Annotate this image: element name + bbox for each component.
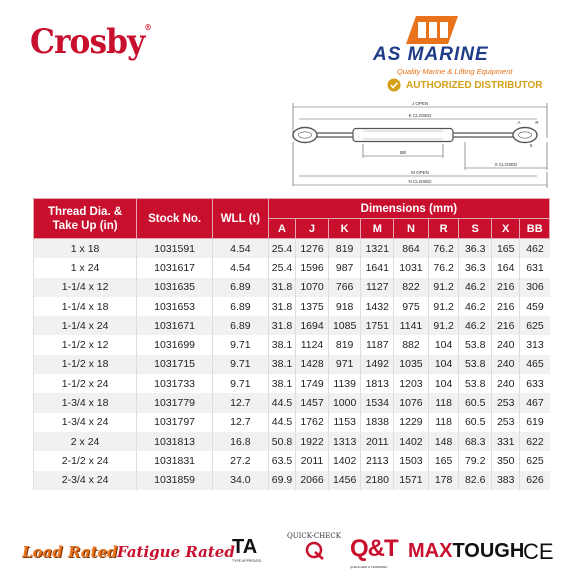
header-stock-no: Stock No. <box>137 199 213 239</box>
table-cell: 6.89 <box>213 316 269 335</box>
table-cell: 313 <box>520 335 550 354</box>
table-cell: 465 <box>520 355 550 374</box>
table-cell: 31.8 <box>268 316 295 335</box>
table-cell: 987 <box>328 258 361 277</box>
table-cell: 178 <box>428 471 459 490</box>
table-cell: 1035 <box>394 355 429 374</box>
table-cell: 1-3/4 x 18 <box>34 393 137 412</box>
table-cell: 1-1/2 x 18 <box>34 355 137 374</box>
table-cell: 118 <box>428 393 459 412</box>
table-cell: 27.2 <box>213 451 269 470</box>
table-cell: 36.3 <box>459 239 492 259</box>
table-cell: 1031813 <box>137 432 213 451</box>
table-cell: 1031617 <box>137 258 213 277</box>
table-cell: 1596 <box>296 258 329 277</box>
table-cell: 1031859 <box>137 471 213 490</box>
table-cell: 1432 <box>361 297 394 316</box>
table-cell: 46.2 <box>459 297 492 316</box>
table-cell: 1076 <box>394 393 429 412</box>
qt-subtext: QUENCHED & TEMPERED <box>350 565 388 569</box>
table-cell: 60.5 <box>459 393 492 412</box>
table-cell: 63.5 <box>268 451 295 470</box>
table-cell: 34.0 <box>213 471 269 490</box>
table-cell: 1139 <box>328 374 361 393</box>
table-cell: 625 <box>520 316 550 335</box>
table-cell: 1456 <box>328 471 361 490</box>
table-row <box>34 239 550 259</box>
table-cell: 1-1/2 x 12 <box>34 335 137 354</box>
header-thread: Thread Dia. & Take Up (in) <box>34 199 137 239</box>
table-row <box>34 297 550 316</box>
table-row <box>34 413 550 432</box>
table-cell: 4.54 <box>213 258 269 277</box>
table-cell: 383 <box>492 471 520 490</box>
table-cell: 918 <box>328 297 361 316</box>
table-cell: 1 x 24 <box>34 258 137 277</box>
table-cell: 104 <box>428 374 459 393</box>
table-cell: 1 x 18 <box>34 239 137 259</box>
table-cell: 216 <box>492 278 520 297</box>
table-cell: 1031779 <box>137 393 213 412</box>
table-cell: 6.89 <box>213 297 269 316</box>
table-cell: 69.9 <box>268 471 295 490</box>
table-row <box>34 451 550 470</box>
table-cell: 1229 <box>394 413 429 432</box>
table-cell: 16.8 <box>213 432 269 451</box>
table-cell: 975 <box>394 297 429 316</box>
header-wll: WLL (t) <box>213 199 269 239</box>
table-cell: 148 <box>428 432 459 451</box>
table-row <box>34 355 550 374</box>
table-cell: 12.7 <box>213 393 269 412</box>
header-dim-col: R <box>428 219 459 239</box>
table-cell: 68.3 <box>459 432 492 451</box>
table-cell: 626 <box>520 471 550 490</box>
table-body <box>34 239 550 490</box>
table-row <box>34 278 550 297</box>
table-row <box>34 258 550 277</box>
table-cell: 633 <box>520 374 550 393</box>
table-cell: 118 <box>428 413 459 432</box>
table-cell: 1000 <box>328 393 361 412</box>
table-cell: 1070 <box>296 278 329 297</box>
table-cell: 1085 <box>328 316 361 335</box>
table-cell: 1031635 <box>137 278 213 297</box>
table-cell: 164 <box>492 258 520 277</box>
table-cell: 60.5 <box>459 413 492 432</box>
table-cell: 1-1/4 x 24 <box>34 316 137 335</box>
verified-check-icon <box>387 78 401 92</box>
table-cell: 25.4 <box>268 239 295 259</box>
table-cell: 1534 <box>361 393 394 412</box>
table-cell: 240 <box>492 355 520 374</box>
table-cell: 216 <box>492 297 520 316</box>
table-cell: 9.71 <box>213 335 269 354</box>
table-cell: 1641 <box>361 258 394 277</box>
table-cell: 1428 <box>296 355 329 374</box>
label-s: S <box>529 143 533 148</box>
label-m-open: M OPEN <box>411 170 429 175</box>
table-cell: 79.2 <box>459 451 492 470</box>
table-cell: 36.3 <box>459 258 492 277</box>
table-cell: 1031831 <box>137 451 213 470</box>
table-cell: 1762 <box>296 413 329 432</box>
table-cell: 2-3/4 x 24 <box>34 471 137 490</box>
table-cell: 1503 <box>394 451 429 470</box>
table-cell: 104 <box>428 335 459 354</box>
table-cell: 350 <box>492 451 520 470</box>
table-cell: 864 <box>394 239 429 259</box>
maxtough-logo: MAXTOUGH <box>408 540 525 562</box>
table-cell: 2 x 24 <box>34 432 137 451</box>
table-cell: 1187 <box>361 335 394 354</box>
table-cell: 165 <box>492 239 520 259</box>
header-dim-col: S <box>459 219 492 239</box>
table-cell: 38.1 <box>268 355 295 374</box>
table-cell: 1749 <box>296 374 329 393</box>
ce-mark-logo: CE <box>523 539 554 564</box>
table-cell: 4.54 <box>213 239 269 259</box>
table-cell: 1031733 <box>137 374 213 393</box>
distributor-tagline: Quality Marine & Lifting Equipment <box>397 67 513 76</box>
as-marine-logo <box>373 14 548 94</box>
table-cell: 31.8 <box>268 297 295 316</box>
table-cell: 1-1/2 x 24 <box>34 374 137 393</box>
table-cell: 53.8 <box>459 335 492 354</box>
table-cell: 2113 <box>361 451 394 470</box>
crosby-logo: Crosby® <box>30 22 151 62</box>
table-cell: 53.8 <box>459 355 492 374</box>
table-cell: 1-1/4 x 12 <box>34 278 137 297</box>
table-cell: 91.2 <box>428 316 459 335</box>
table-cell: 1571 <box>394 471 429 490</box>
table-row <box>34 471 550 490</box>
table-cell: 240 <box>492 374 520 393</box>
table-cell: 631 <box>520 258 550 277</box>
table-cell: 2-1/2 x 24 <box>34 451 137 470</box>
as-marine-emblem-icon <box>406 14 458 44</box>
table-row <box>34 316 550 335</box>
table-cell: 165 <box>428 451 459 470</box>
table-cell: 76.2 <box>428 239 459 259</box>
table-cell: 1402 <box>328 451 361 470</box>
table-cell: 1813 <box>361 374 394 393</box>
table-cell: 25.4 <box>268 258 295 277</box>
specification-table <box>33 198 550 490</box>
table-cell: 2066 <box>296 471 329 490</box>
table-cell: 2011 <box>296 451 329 470</box>
table-row <box>34 432 550 451</box>
table-cell: 6.89 <box>213 278 269 297</box>
authorized-badge <box>387 78 542 92</box>
table-cell: 622 <box>520 432 550 451</box>
table-cell: 1922 <box>296 432 329 451</box>
table-cell: 1-3/4 x 24 <box>34 413 137 432</box>
qt-text: Q&T <box>350 535 398 562</box>
label-j-open: J OPEN <box>411 101 429 106</box>
table-row <box>34 374 550 393</box>
label-a: A <box>517 120 521 125</box>
table-cell: 2180 <box>361 471 394 490</box>
table-cell: 240 <box>492 335 520 354</box>
table-cell: 38.1 <box>268 374 295 393</box>
table-cell: 462 <box>520 239 550 259</box>
table-cell: 76.2 <box>428 258 459 277</box>
table-row <box>34 393 550 412</box>
load-rated-logo: Load Rated <box>22 543 118 561</box>
table-cell: 1031671 <box>137 316 213 335</box>
quick-check-logo <box>285 532 343 565</box>
table-cell: 1203 <box>394 374 429 393</box>
table-cell: 253 <box>492 413 520 432</box>
table-cell: 1153 <box>328 413 361 432</box>
label-bb: BB <box>399 150 407 155</box>
table-cell: 1402 <box>394 432 429 451</box>
table-cell: 1751 <box>361 316 394 335</box>
table-cell: 766 <box>328 278 361 297</box>
fatigue-rated-logo: Fatigue Rated <box>117 543 235 561</box>
table-cell: 331 <box>492 432 520 451</box>
table-cell: 53.8 <box>459 374 492 393</box>
authorized-label: AUTHORIZED DISTRIBUTOR <box>406 79 543 91</box>
table-cell: 819 <box>328 239 361 259</box>
table-cell: 1141 <box>394 316 429 335</box>
table-cell: 306 <box>520 278 550 297</box>
header-dim-col: N <box>394 219 429 239</box>
header-dim-col: A <box>268 219 295 239</box>
quick-check-text: QUICK-CHECK <box>286 532 341 540</box>
table-cell: 91.2 <box>428 297 459 316</box>
table-cell: 1694 <box>296 316 329 335</box>
table-cell: 459 <box>520 297 550 316</box>
label-r: R <box>535 120 539 125</box>
table-cell: 104 <box>428 355 459 374</box>
table-cell: 1375 <box>296 297 329 316</box>
table-cell: 882 <box>394 335 429 354</box>
table-cell: 38.1 <box>268 335 295 354</box>
turnbuckle-diagram <box>285 98 555 193</box>
table-cell: 46.2 <box>459 278 492 297</box>
table-cell: 1031715 <box>137 355 213 374</box>
table-cell: 467 <box>520 393 550 412</box>
type-approved-logo: TA <box>232 536 258 558</box>
table-cell: 9.71 <box>213 355 269 374</box>
table-cell: 1127 <box>361 278 394 297</box>
table-cell: 1031797 <box>137 413 213 432</box>
table-cell: 1492 <box>361 355 394 374</box>
table-cell: 1313 <box>328 432 361 451</box>
table-cell: 1321 <box>361 239 394 259</box>
table-cell: 1124 <box>296 335 329 354</box>
header-dim-col: BB <box>520 219 550 239</box>
table-cell: 9.71 <box>213 374 269 393</box>
table-cell: 625 <box>520 451 550 470</box>
label-x-closed: X CLOSED <box>494 162 518 167</box>
table-cell: 50.8 <box>268 432 295 451</box>
footer-logos <box>0 522 580 580</box>
table-cell: 44.5 <box>268 393 295 412</box>
quick-check-q-icon <box>299 540 329 560</box>
label-k-closed: K CLOSED <box>408 113 432 118</box>
label-n-closed: N CLOSED <box>408 179 432 184</box>
distributor-name: AS MARINE <box>373 44 489 65</box>
table-cell: 819 <box>328 335 361 354</box>
table-cell: 1031591 <box>137 239 213 259</box>
table-cell: 44.5 <box>268 413 295 432</box>
table-cell: 822 <box>394 278 429 297</box>
table-cell: 216 <box>492 316 520 335</box>
table-cell: 91.2 <box>428 278 459 297</box>
type-approved-subtext: TYPE APPROVED <box>232 559 262 563</box>
header-dimensions: Dimensions (mm) <box>268 199 549 219</box>
header-dim-col: X <box>492 219 520 239</box>
table-cell: 1276 <box>296 239 329 259</box>
table-cell: 1-1/4 x 18 <box>34 297 137 316</box>
table-row <box>34 335 550 354</box>
table-cell: 1031653 <box>137 297 213 316</box>
table-cell: 1031699 <box>137 335 213 354</box>
table-cell: 253 <box>492 393 520 412</box>
header-dim-col: M <box>361 219 394 239</box>
header-dim-col: J <box>296 219 329 239</box>
table-cell: 619 <box>520 413 550 432</box>
table-cell: 1838 <box>361 413 394 432</box>
table-cell: 46.2 <box>459 316 492 335</box>
table-cell: 1031 <box>394 258 429 277</box>
table-cell: 31.8 <box>268 278 295 297</box>
table-cell: 82.6 <box>459 471 492 490</box>
table-cell: 12.7 <box>213 413 269 432</box>
table-cell: 1457 <box>296 393 329 412</box>
table-cell: 971 <box>328 355 361 374</box>
header-dim-col: K <box>328 219 361 239</box>
table-cell: 2011 <box>361 432 394 451</box>
